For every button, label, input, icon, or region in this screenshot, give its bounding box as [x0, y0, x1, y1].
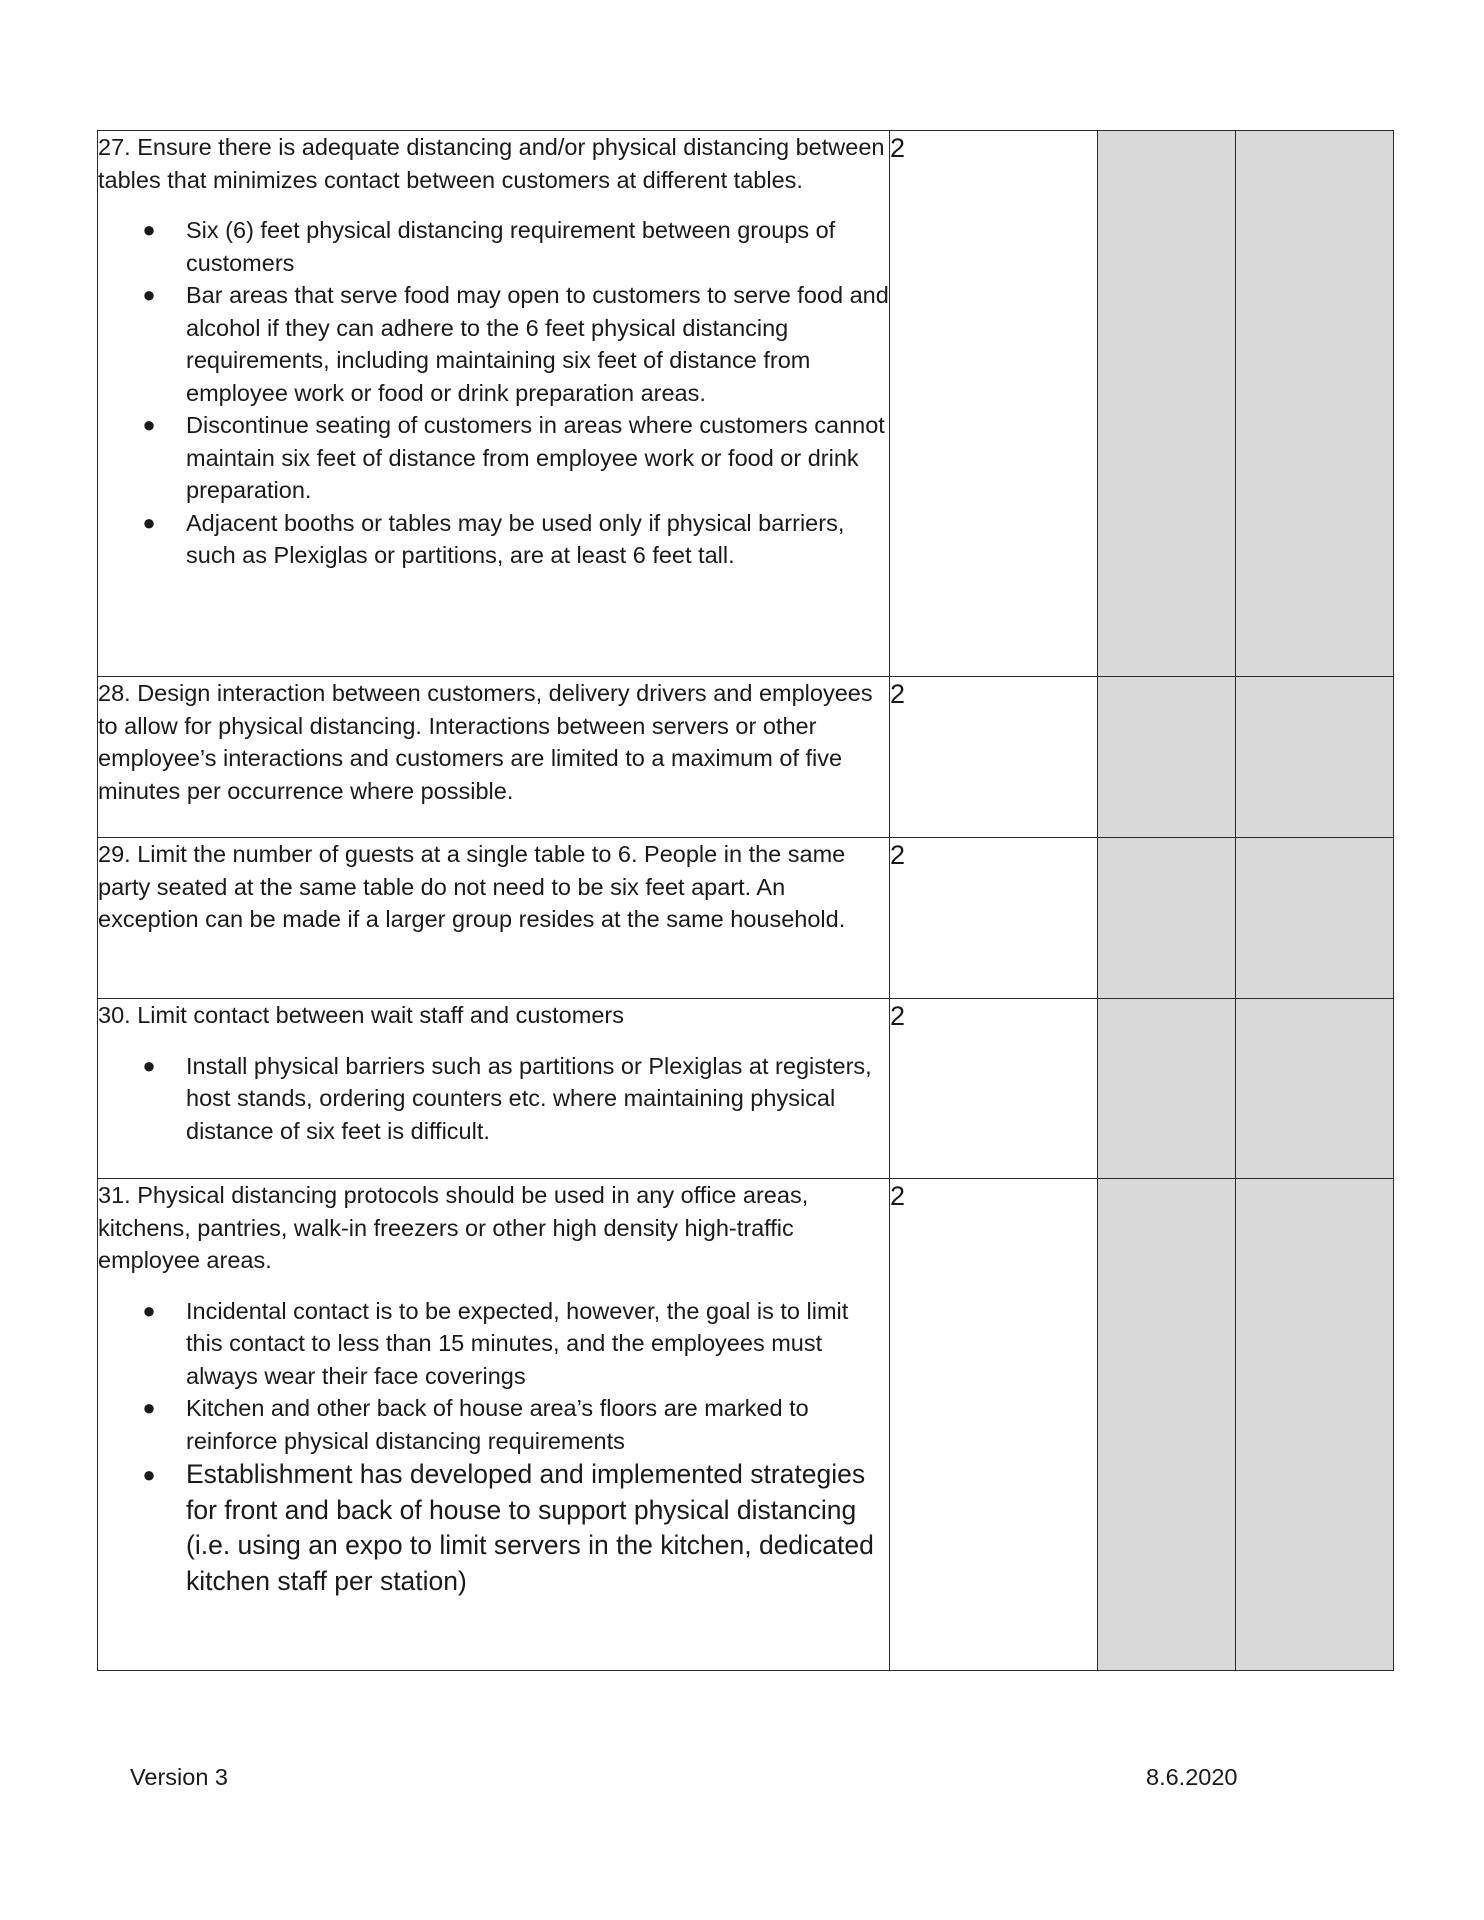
shaded-cell: [1098, 838, 1236, 999]
bullet-text: Incidental contact is to be expected, however, the goal is to limit this contact to less than 15 minutes, and the employees must always wear their face coverings: [186, 1297, 849, 1389]
bullet-list: [98, 1295, 889, 1600]
requirement-cell: [98, 677, 890, 838]
list-item: [132, 214, 889, 279]
shaded-cell: [1236, 999, 1394, 1179]
list-item: [132, 1295, 889, 1393]
score-cell: 2: [890, 1179, 1098, 1671]
bullet-text: Establishment has developed and implemented strategies for front and back of house to support physical distancing (i.e. using an expo to limit servers in the kitchen, dedicated kitchen staff per station): [186, 1459, 874, 1596]
score-cell: 2: [890, 838, 1098, 999]
shaded-cell: [1098, 1179, 1236, 1671]
table-row: [98, 838, 1394, 999]
footer-date: 8.6.2020: [1146, 1764, 1238, 1790]
bullet-text: Install physical barriers such as partitions or Plexiglas at registers, host stands, ordering counters etc. where maintaining physical distance of six feet is difficult.: [186, 1052, 872, 1144]
bullet-text: Kitchen and other back of house area’s floors are marked to reinforce physical distancing requirements: [186, 1395, 809, 1454]
table-row: [98, 677, 1394, 838]
shaded-cell: [1236, 838, 1394, 999]
list-item: [132, 1457, 889, 1599]
shaded-cell: [1236, 677, 1394, 838]
score-cell: 2: [890, 677, 1098, 838]
score-cell: 2: [890, 131, 1098, 677]
table-row: [98, 1179, 1394, 1671]
shaded-cell: [1236, 131, 1394, 677]
table-row: [98, 999, 1394, 1179]
requirement-text: 30. Limit contact between wait staff and customers: [98, 1002, 624, 1028]
shaded-cell: [1098, 999, 1236, 1179]
bullet-text: Discontinue seating of customers in areas where customers cannot maintain six feet of distance from employee work or food or drink preparation.: [186, 412, 885, 503]
list-item: [132, 409, 889, 507]
bullet-text: Bar areas that serve food may open to customers to serve food and alcohol if they can adhere to the 6 feet physical distancing requirements, including maintaining six feet of distance from employee work or food or drink preparation areas.: [186, 282, 889, 406]
score-cell: 2: [890, 999, 1098, 1179]
requirement-text: 27. Ensure there is adequate distancing and/or physical distancing between tables that minimizes contact between customers at different tables.: [98, 134, 885, 193]
bullet-icon: ●: [142, 509, 156, 535]
list-item: [132, 1050, 889, 1148]
shaded-cell: [1098, 131, 1236, 677]
requirement-text: 31. Physical distancing protocols should be used in any office areas, kitchens, pantries, walk-in freezers or other high density high-traffic employee areas.: [98, 1182, 809, 1273]
bullet-text: Adjacent booths or tables may be used only if physical barriers, such as Plexiglas or partitions, are at least 6 feet tall.: [186, 509, 845, 568]
requirement-text: 29. Limit the number of guests at a single table to 6. People in the same party seated at the same table do not need to be six feet apart. An exception can be made if a larger group resides at the same household.: [98, 841, 846, 932]
bullet-list: [98, 1050, 889, 1148]
bullet-icon: ●: [142, 1462, 156, 1487]
bullet-text: Six (6) feet physical distancing requirement between groups of customers: [186, 217, 836, 276]
bullet-icon: ●: [142, 217, 156, 242]
checklist-table: [97, 130, 1394, 1671]
requirement-cell: [98, 131, 890, 677]
bullet-icon: ●: [142, 282, 156, 307]
bullet-icon: ●: [142, 1052, 156, 1078]
list-item: [132, 507, 889, 572]
shaded-cell: [1098, 677, 1236, 838]
list-item: [132, 279, 889, 409]
footer-version: Version 3: [130, 1764, 228, 1790]
bullet-icon: ●: [142, 412, 156, 437]
bullet-icon: ●: [142, 1395, 156, 1420]
shaded-cell: [1236, 1179, 1394, 1671]
bullet-list: [98, 214, 889, 572]
bullet-icon: ●: [142, 1297, 156, 1323]
list-item: [132, 1392, 889, 1457]
requirement-cell: [98, 999, 890, 1179]
table-row: [98, 131, 1394, 677]
requirement-cell: [98, 838, 890, 999]
requirement-cell: [98, 1179, 890, 1671]
requirement-text: 28. Design interaction between customers, delivery drivers and employees to allow for physical distancing. Interactions between servers or other employee’s interactions and customers are limited to a maximum of five minutes per occurrence where possible.: [98, 680, 873, 804]
